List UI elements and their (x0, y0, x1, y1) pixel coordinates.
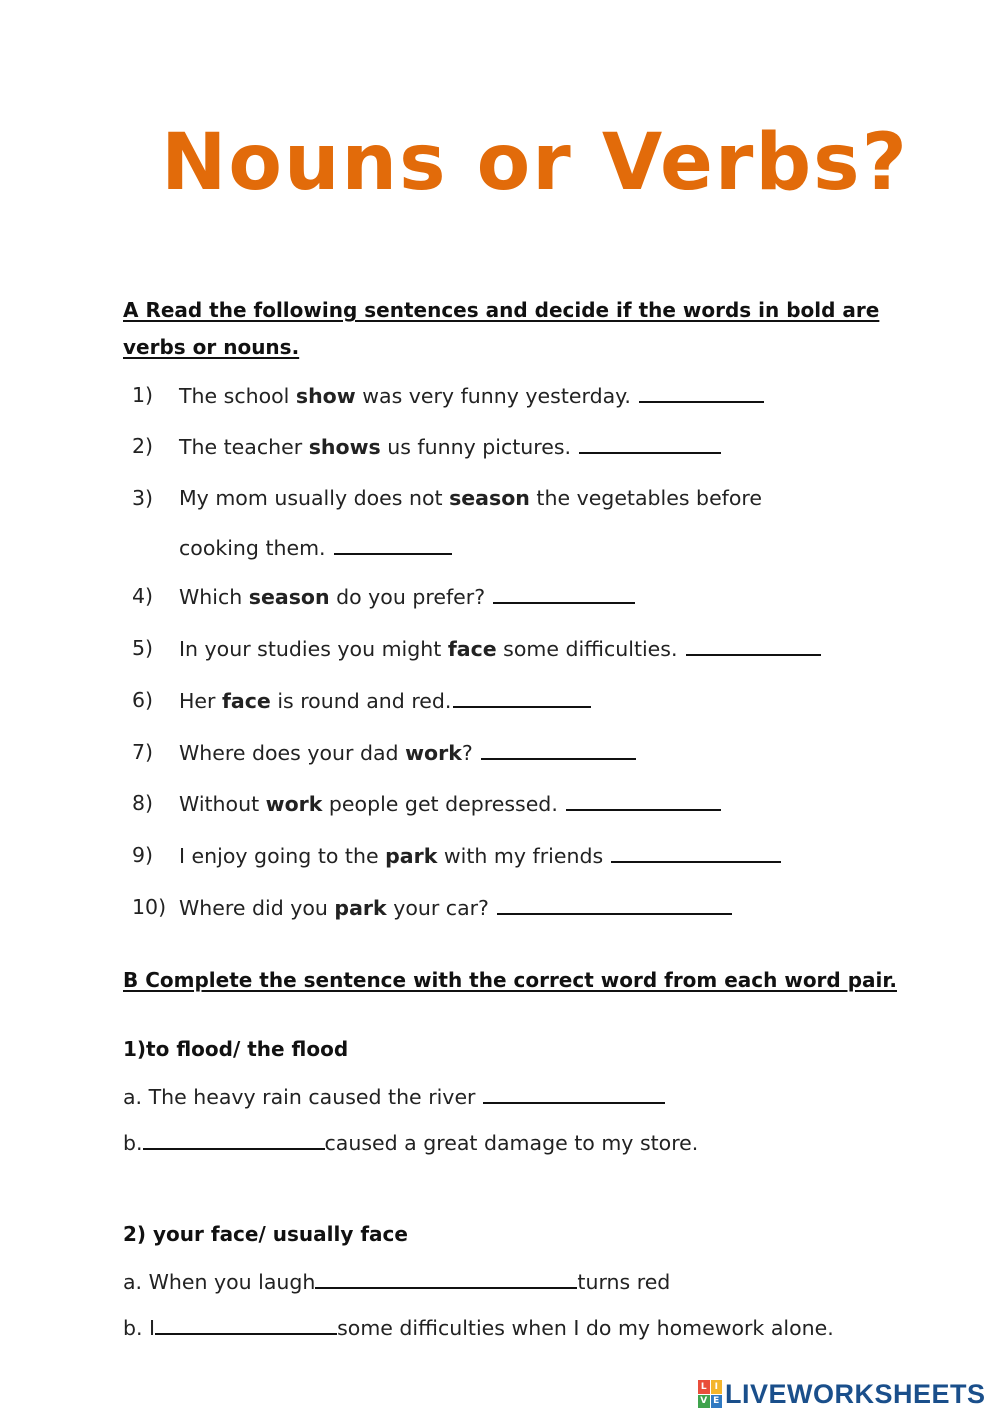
item-text (179, 383, 764, 408)
logo-letter: I (711, 1380, 723, 1394)
item-text (179, 584, 635, 609)
logo-letter: E (711, 1395, 723, 1409)
logo-text: LIVEWORKSHEETS (725, 1378, 986, 1409)
answer-blank[interactable] (483, 1084, 665, 1104)
pair1-sentence-a (123, 1084, 665, 1109)
item-text-post: your car? (386, 896, 489, 920)
answer-blank[interactable] (334, 535, 452, 555)
liveworksheets-logo[interactable] (698, 1378, 986, 1410)
item-text (179, 895, 732, 920)
item-number: 5) (132, 636, 154, 660)
section-a-heading-line1: A Read the following sentences and decide if the words in bold are (123, 298, 880, 322)
item-text-post: people get depressed. (322, 792, 558, 816)
answer-blank[interactable] (566, 791, 721, 811)
item-text-post: some difficulties. (496, 637, 678, 661)
bold-word: show (295, 384, 356, 408)
bold-word: work (405, 741, 462, 765)
item-text-pre: Her (179, 689, 222, 713)
logo-letter: L (698, 1380, 710, 1394)
item-text-pre: The school (179, 384, 296, 408)
item-number: 10) (132, 895, 167, 919)
item-number: 4) (132, 584, 154, 608)
item-text-pre: The teacher (179, 435, 309, 459)
item-number: 9) (132, 843, 154, 867)
bold-word: work (265, 792, 323, 816)
item-text-post: with my friends (437, 844, 604, 868)
item-number: 3) (132, 486, 154, 510)
item-number: 6) (132, 688, 154, 712)
sentence-text-post: turns red (577, 1270, 671, 1294)
bold-word: park (385, 844, 438, 868)
answer-blank[interactable] (686, 636, 821, 656)
bold-word: face (221, 689, 271, 713)
pair2-sentence-b (123, 1315, 834, 1340)
sentence-text-pre: b. (123, 1131, 143, 1155)
item-text-post: us funny pictures. (380, 435, 572, 459)
section-b-heading: B Complete the sentence with the correct word from each word pair. (123, 968, 897, 992)
item-text-pre: Without (179, 792, 266, 816)
answer-blank[interactable] (497, 895, 732, 915)
answer-blank[interactable] (143, 1130, 325, 1150)
bold-word: park (334, 896, 387, 920)
answer-blank[interactable] (155, 1315, 337, 1335)
answer-blank[interactable] (579, 434, 721, 454)
logo-letter: V (698, 1395, 710, 1409)
page-title: Nouns or Verbs? (161, 118, 909, 208)
item-text-post: the vegetables before (529, 486, 763, 510)
item-text-pre: I enjoy going to the (179, 844, 386, 868)
answer-blank[interactable] (639, 383, 764, 403)
item-text (179, 843, 781, 868)
answer-blank[interactable] (315, 1269, 577, 1289)
sentence-text-pre: a. When you laugh (123, 1270, 316, 1294)
answer-blank[interactable] (611, 843, 781, 863)
item-text-post: is round and red. (270, 689, 452, 713)
sentence-text: a. The heavy rain caused the river (123, 1085, 476, 1109)
section-a-heading-line2: verbs or nouns. (123, 335, 300, 359)
item-text (179, 636, 821, 661)
answer-blank[interactable] (493, 584, 635, 604)
sentence-text-post: some difficulties when I do my homework alone. (337, 1316, 834, 1340)
item-number: 1) (132, 383, 154, 407)
answer-blank[interactable] (481, 740, 636, 760)
sentence-text-pre: b. I (123, 1316, 156, 1340)
answer-blank[interactable] (453, 688, 591, 708)
sentence-text-post: caused a great damage to my store. (324, 1131, 699, 1155)
item-text-post: was very funny yesterday. (355, 384, 631, 408)
item-number: 2) (132, 434, 154, 458)
item-text-pre: Where does your dad (179, 741, 406, 765)
item-text (179, 535, 452, 560)
bold-word: shows (308, 435, 381, 459)
item-text-pre: cooking them. (179, 536, 326, 560)
item-text-pre: In your studies you might (179, 637, 448, 661)
bold-word: face (447, 637, 497, 661)
item-number: 7) (132, 740, 154, 764)
pair2-sentence-a (123, 1269, 670, 1294)
word-pair-2-label: 2) your face/ usually face (123, 1222, 408, 1246)
item-number: 8) (132, 791, 154, 815)
item-text (179, 791, 721, 816)
item-text (179, 434, 721, 459)
item-text (179, 740, 636, 765)
item-text-pre: Which (179, 585, 249, 609)
word-pair-1-label: 1)to flood/ the flood (123, 1037, 349, 1061)
item-text-post: do you prefer? (329, 585, 486, 609)
item-text-pre: My mom usually does not (179, 486, 450, 510)
item-text-pre: Where did you (179, 896, 335, 920)
item-text (179, 486, 762, 510)
bold-word: season (248, 585, 330, 609)
pair1-sentence-b (123, 1130, 698, 1155)
logo-icon (698, 1380, 722, 1408)
bold-word: season (449, 486, 530, 510)
item-text-post: ? (461, 741, 473, 765)
item-text (179, 688, 591, 713)
